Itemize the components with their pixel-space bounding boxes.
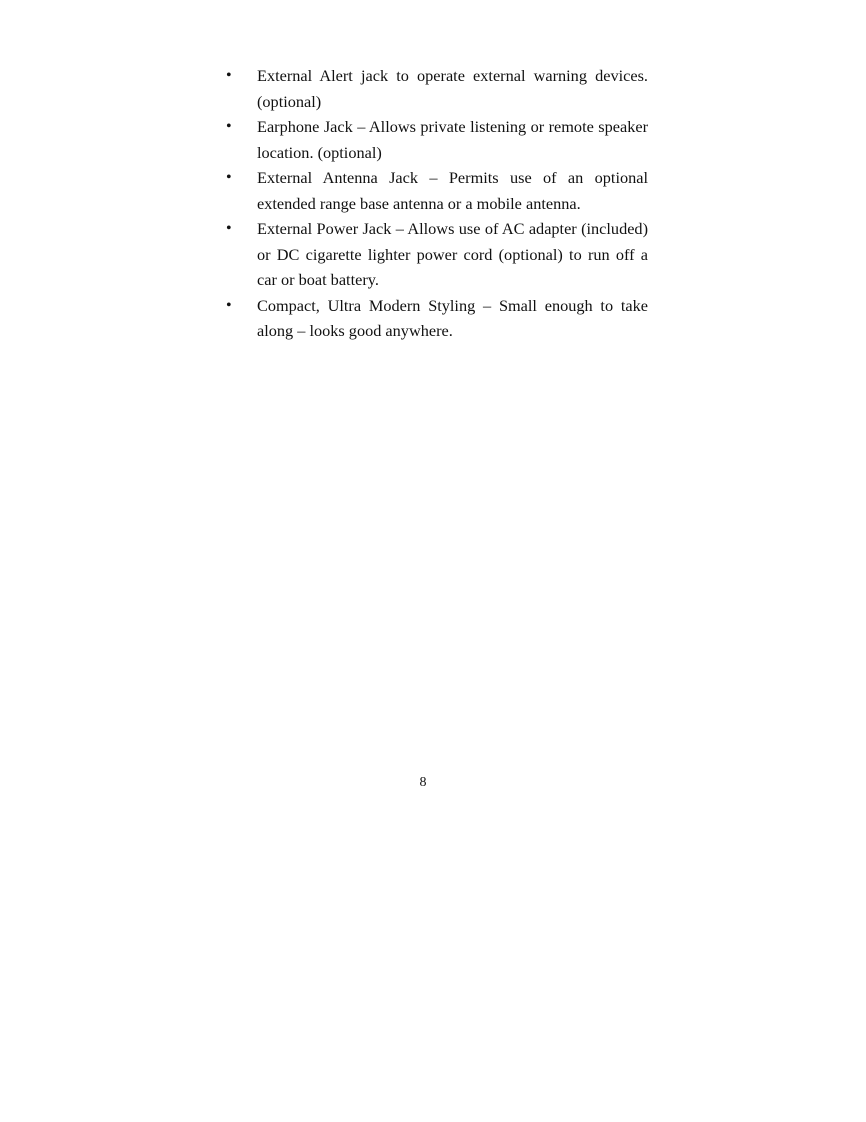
- feature-text: External Power Jack – Allows use of AC adapter (included) or DC cigarette lighter power cord (optional) to run off a car or boat battery.: [257, 219, 648, 289]
- feature-text: Compact, Ultra Modern Styling – Small enough to take along – looks good anywhere.: [257, 295, 648, 340]
- feature-item-compact-styling: [226, 293, 648, 344]
- feature-text: External Alert jack to operate external warning devices. (optional): [257, 66, 648, 111]
- feature-item-external-power-jack: [226, 216, 648, 293]
- bullet-icon: •: [226, 118, 232, 135]
- bullet-icon: •: [226, 169, 232, 186]
- bullet-icon: •: [226, 67, 232, 84]
- bullet-icon: •: [226, 220, 232, 237]
- feature-text: External Antenna Jack – Permits use of an optional extended range base antenna or a mobile antenna.: [257, 168, 648, 213]
- feature-bullet-list: [226, 63, 648, 344]
- feature-text: Earphone Jack – Allows private listening or remote speaker location. (optional): [257, 117, 648, 162]
- feature-item-external-alert-jack: [226, 63, 648, 114]
- page-number: 8: [419, 775, 427, 790]
- bullet-icon: •: [226, 296, 232, 314]
- feature-item-external-antenna-jack: [226, 165, 648, 216]
- feature-item-earphone-jack: [226, 114, 648, 165]
